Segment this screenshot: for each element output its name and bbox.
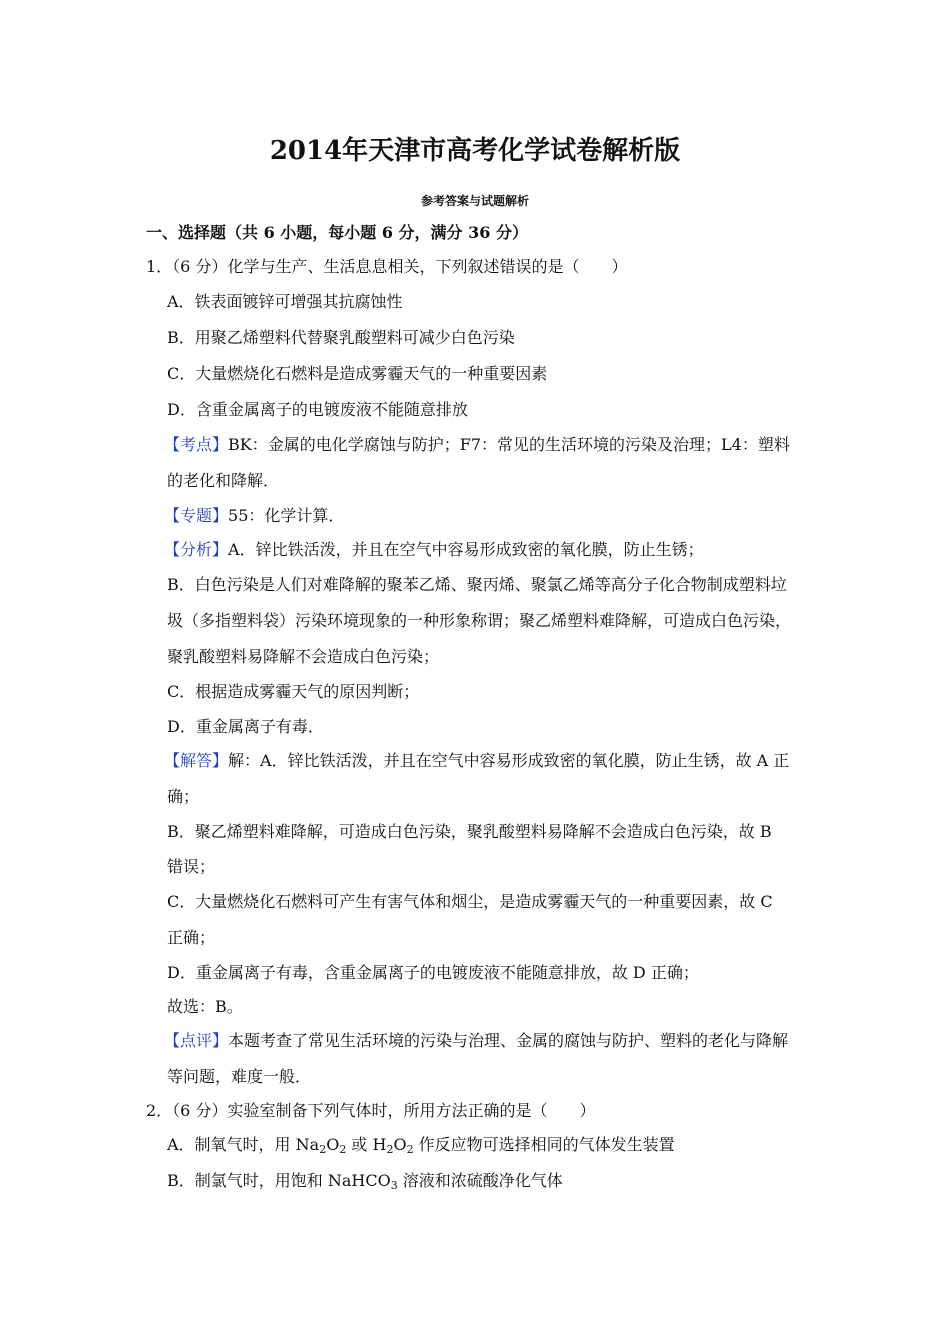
jieda-line-2: 确； <box>167 787 200 806</box>
option-a-sub-3: 2 <box>386 1143 394 1156</box>
jieda-line-8: 故选：B。 <box>167 997 243 1016</box>
fenxi-tag: 【分析】 <box>164 540 229 559</box>
fenxi-text: A．锌比铁活泼，并且在空气中容易形成致密的氧化膜，防止生锈； <box>228 540 704 559</box>
jieda-text: 解：A．锌比铁活泼，并且在空气中容易形成致密的氧化膜，防止生锈，故 A 正 <box>228 751 790 770</box>
jieda-tag: 【解答】 <box>164 751 229 770</box>
kaodian-tag: 【考点】 <box>164 435 229 454</box>
option-a-text-5: 作反应物可选择相同的气体发生装置 <box>413 1135 675 1154</box>
question-2-option-a <box>167 1134 675 1156</box>
page-title: 2014年天津市高考化学试卷解析版 <box>269 136 681 166</box>
question-2-stem: 2．（6 分）实验室制备下列气体时，所用方法正确的是（ ） <box>146 1101 596 1120</box>
jieda-line-5: C．大量燃烧化石燃料可产生有害气体和烟尘，是造成雾霾天气的一种重要因素，故 C <box>167 892 773 911</box>
jieda-line-7: D．重金属离子有毒，含重金属离子的电镀废液不能随意排放，故 D 正确； <box>167 963 699 982</box>
option-b-text-2: 溶液和浓硫酸净化气体 <box>397 1171 563 1190</box>
zhuanti-line <box>164 505 344 527</box>
jieda-line-3: B．聚乙烯塑料难降解，可造成白色污染，聚乳酸塑料易降解不会造成白色污染，故 B <box>167 822 772 841</box>
question-1-option-d: D．含重金属离子的电镀废液不能随意排放 <box>167 400 468 419</box>
dianping-line-2: 等问题，难度一般． <box>167 1067 312 1086</box>
dianping-tag: 【点评】 <box>164 1031 229 1050</box>
dianping-line-1 <box>164 1030 788 1052</box>
fenxi-line-1 <box>164 539 704 561</box>
fenxi-line-3: 圾（多指塑料袋）污染环境现象的一种形象称谓；聚乙烯塑料难降解，可造成白色污染， <box>167 611 792 630</box>
option-b-text-1: B．制氯气时，用饱和 NaHCO <box>167 1171 391 1190</box>
option-a-text-3: 或 H <box>346 1135 387 1154</box>
fenxi-line-5: C．根据造成雾霾天气的原因判断； <box>167 682 420 701</box>
jieda-line-1 <box>164 750 789 772</box>
option-a-text-1: A．制氧气时，用 Na <box>167 1135 320 1154</box>
option-b-sub-1: 3 <box>390 1179 398 1192</box>
fenxi-line-4: 聚乳酸塑料易降解不会造成白色污染； <box>167 647 440 666</box>
question-2-option-b <box>167 1170 563 1192</box>
zhuanti-tag: 【专题】 <box>164 506 229 525</box>
jieda-line-6: 正确； <box>167 928 216 947</box>
dianping-text: 本题考查了常见生活环境的污染与治理、金属的腐蚀与防护、塑料的老化与降解 <box>228 1031 789 1050</box>
question-1-option-c: C．大量燃烧化石燃料是造成雾霾天气的一种重要因素 <box>167 364 548 383</box>
fenxi-line-2: B．白色污染是人们对难降解的聚苯乙烯、聚丙烯、聚氯乙烯等高分子化合物制成塑料垃 <box>167 575 787 594</box>
question-1-option-a: A．铁表面镀锌可增强其抗腐蚀性 <box>167 292 403 311</box>
kaodian-line-2: 的老化和降解． <box>167 471 280 490</box>
option-a-sub-1: 2 <box>319 1143 327 1156</box>
page-subtitle: 参考答案与试题解析 <box>420 194 529 208</box>
question-1-option-b: B．用聚乙烯塑料代替聚乳酸塑料可减少白色污染 <box>167 328 515 347</box>
option-a-sub-4: 2 <box>406 1143 414 1156</box>
section-heading: 一、选择题（共 6 小题，每小题 6 分，满分 36 分） <box>146 223 528 242</box>
question-1-stem: 1．（6 分）化学与生产、生活息息相关，下列叙述错误的是（ ） <box>146 257 628 276</box>
fenxi-line-6: D．重金属离子有毒． <box>167 717 324 736</box>
option-a-sub-2: 2 <box>339 1143 347 1156</box>
option-a-text-4: O <box>393 1135 407 1154</box>
zhuanti-text: 55：化学计算． <box>228 506 345 525</box>
kaodian-line-1 <box>164 434 790 456</box>
jieda-line-4: 错误； <box>167 857 216 876</box>
option-a-text-2: O <box>326 1135 340 1154</box>
kaodian-text: BK：金属的电化学腐蚀与防护；F7：常见的生活环境的污染及治理；L4：塑料 <box>228 435 790 454</box>
